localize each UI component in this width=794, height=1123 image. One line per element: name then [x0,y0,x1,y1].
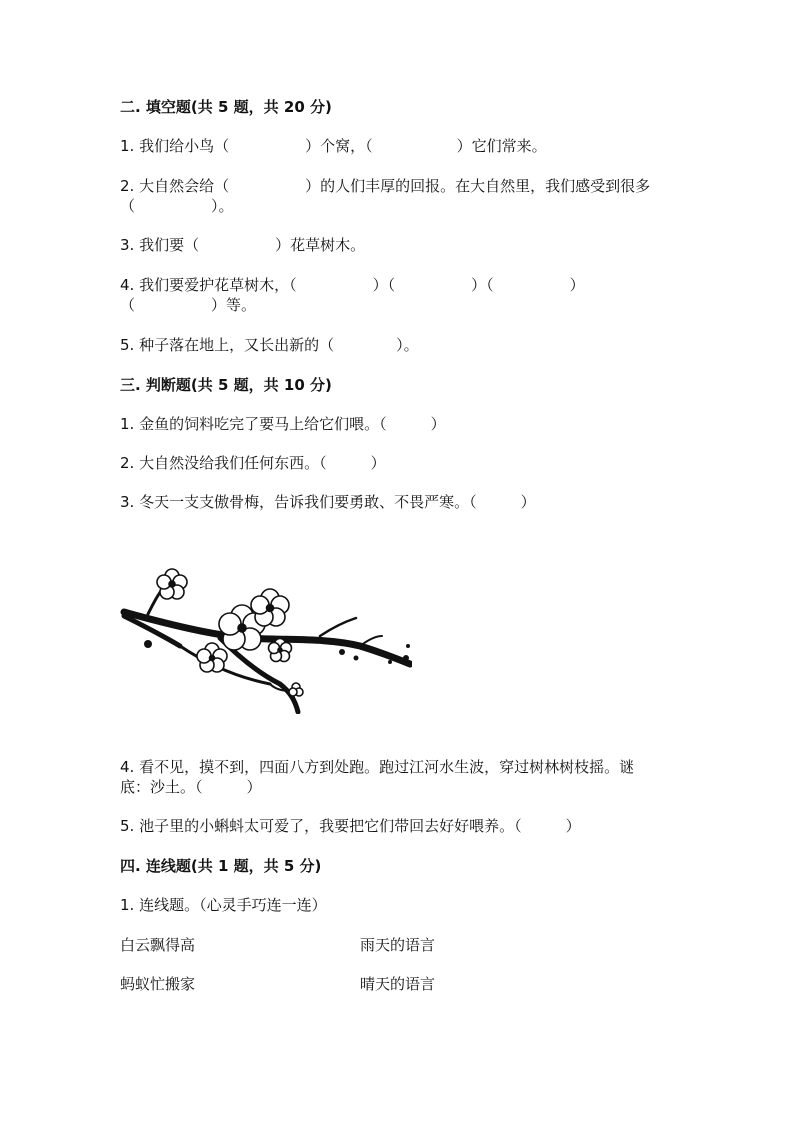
fill-question-3: 3. 我们要（ ）花草树木。 [120,236,366,254]
matching-right-item[interactable]: 雨天的语言 [360,936,436,954]
plum-blossom-illustration [120,566,412,714]
matching-left-item[interactable]: 蚂蚁忙搬家 [120,975,196,993]
fill-question-4-cont: （ ）等。 [120,296,257,314]
fill-question-1: 1. 我们给小鸟（ ）个窝，（ ）它们常来。 [120,137,547,155]
fill-question-2: 2. 大自然会给（ ）的人们丰厚的回报。在大自然里，我们感受到很多 [120,177,651,195]
fill-question-4: 4. 我们要爱护花草树木，（ ）（ ）（ ） [120,276,585,294]
section-heading-matching: 四. 连线题(共 1 题，共 5 分) [120,857,322,875]
matching-left-item[interactable]: 白云飘得高 [120,936,196,954]
judge-question-2: 2. 大自然没给我们任何东西。（ ） [120,454,386,472]
matching-question-1: 1. 连线题。（心灵手巧连一连） [120,896,327,914]
judge-question-5: 5. 池子里的小蝌蚪太可爱了，我要把它们带回去好好喂养。（ ） [120,817,581,835]
fill-question-5: 5. 种子落在地上，又长出新的（ ）。 [120,336,419,354]
matching-right-item[interactable]: 晴天的语言 [360,975,436,993]
judge-question-1: 1. 金鱼的饲料吃完了要马上给它们喂。（ ） [120,415,446,433]
section-heading-judgment: 三. 判断题(共 5 题，共 10 分) [120,376,332,394]
section-heading-fill-blank: 二. 填空题(共 5 题，共 20 分) [120,98,332,116]
fill-question-2-cont: （ ）。 [120,197,234,215]
judge-question-3: 3. 冬天一支支傲骨梅，告诉我们要勇敢、不畏严寒。（ ） [120,493,536,511]
judge-question-4: 4. 看不见，摸不到，四面八方到处跑。跑过江河水生波，穿过树林树枝摇。谜 [120,758,635,776]
judge-question-4-cont: 底：沙土。（ ） [120,778,262,796]
